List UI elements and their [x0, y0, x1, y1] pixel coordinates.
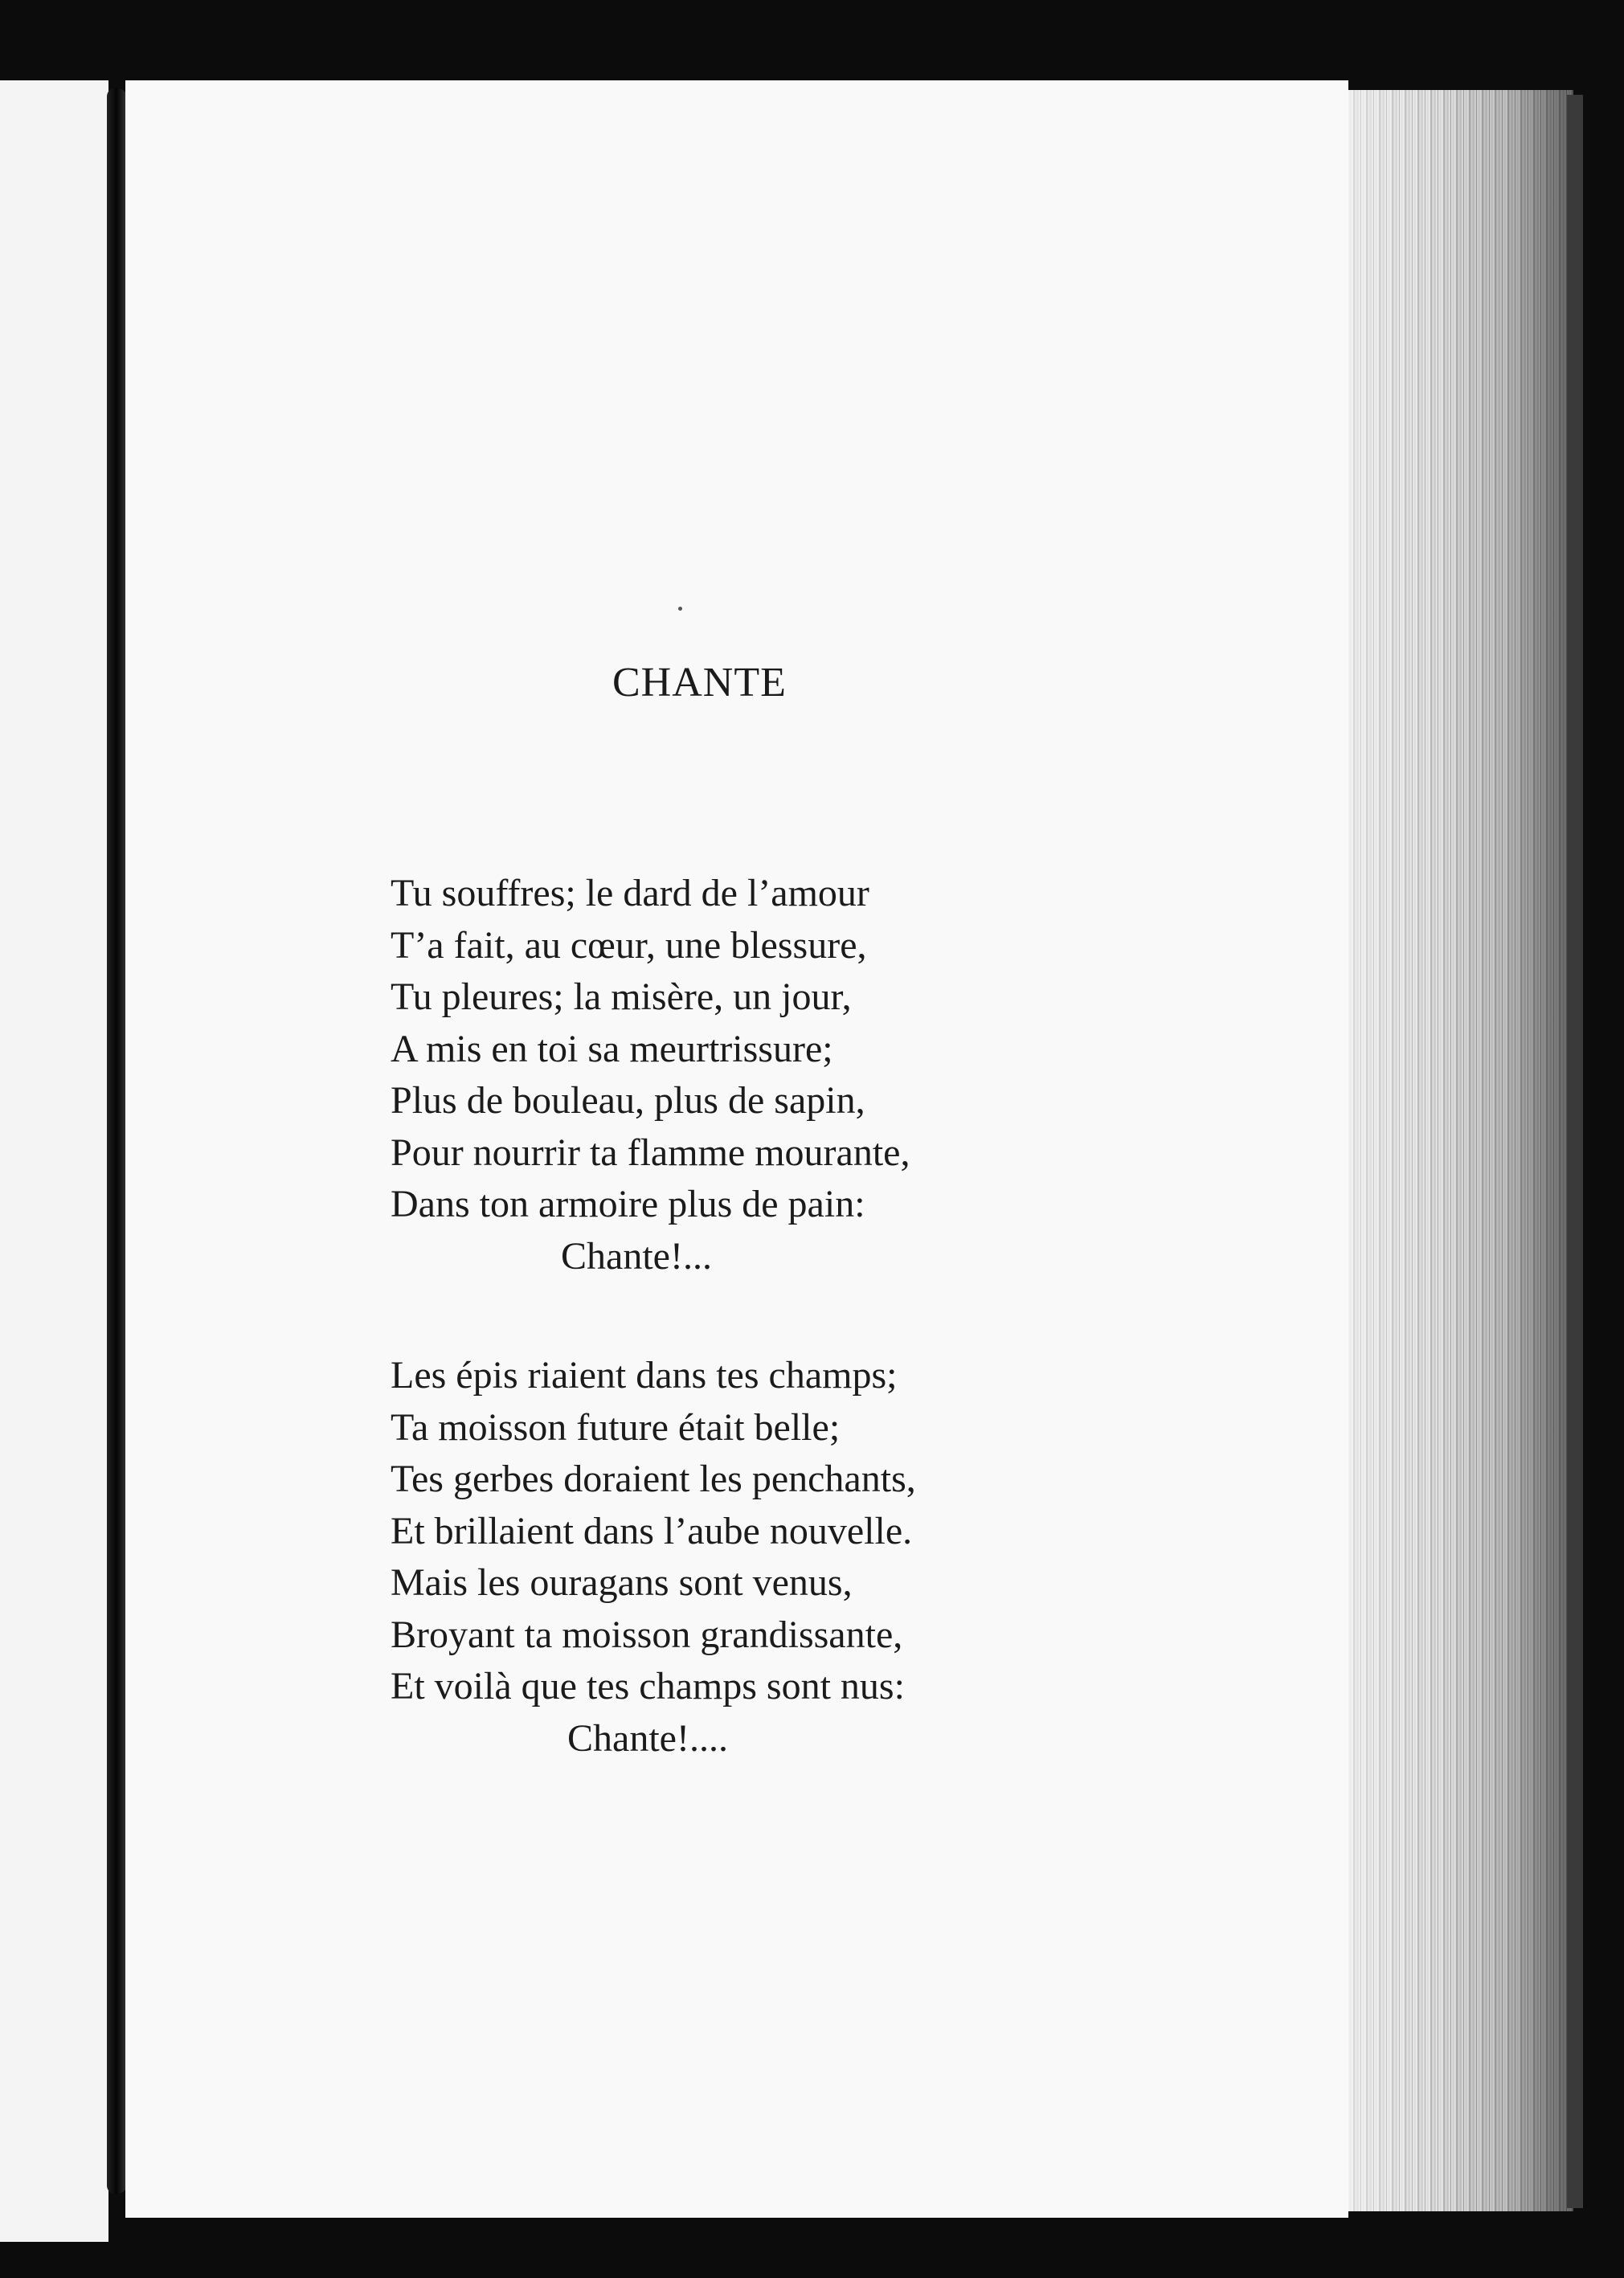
verse-line: Ta moisson future était belle;: [391, 1405, 841, 1449]
verse-line: Et brillaient dans l’aube nouvelle.: [391, 1509, 913, 1552]
refrain-line: Chante!....: [567, 1716, 728, 1760]
verse-line: Broyant ta moisson grandissante,: [391, 1613, 903, 1656]
verse-line: T’a fait, au cœur, une blessure,: [391, 923, 867, 967]
book-cover-edge: [1567, 95, 1583, 2208]
left-facing-page: [0, 80, 108, 2242]
verse-line: Plus de bouleau, plus de sapin,: [391, 1079, 865, 1122]
refrain-line: Chante!...: [561, 1234, 712, 1278]
verse-line: Tu souffres; le dard de l’amour: [391, 872, 869, 914]
verse-line: Dans ton armoire plus de pain:: [391, 1183, 865, 1225]
stanza-1: [391, 868, 910, 1282]
paper-speck: [678, 607, 682, 611]
verse-line: Pour nourrir ta flamme mourante,: [391, 1131, 910, 1174]
verse-line: Les épis riaient dans tes champs;: [391, 1354, 898, 1397]
verse-line: Tes gerbes doraient les penchants,: [391, 1458, 916, 1500]
page-stack-fore-edge: [1348, 90, 1573, 2211]
stanza-2: [391, 1350, 916, 1765]
verse-line: Tu pleures; la misère, un jour,: [391, 975, 852, 1018]
right-page: [125, 80, 1348, 2218]
verse-line: A mis en toi sa meurtrissure;: [391, 1027, 833, 1070]
verse-line: Et voilà que tes champs sont nus:: [391, 1665, 905, 1707]
verse-line: Mais les ouragans sont venus,: [391, 1561, 853, 1604]
poem-title: CHANTE: [612, 660, 787, 705]
book-gutter: [107, 88, 126, 2194]
